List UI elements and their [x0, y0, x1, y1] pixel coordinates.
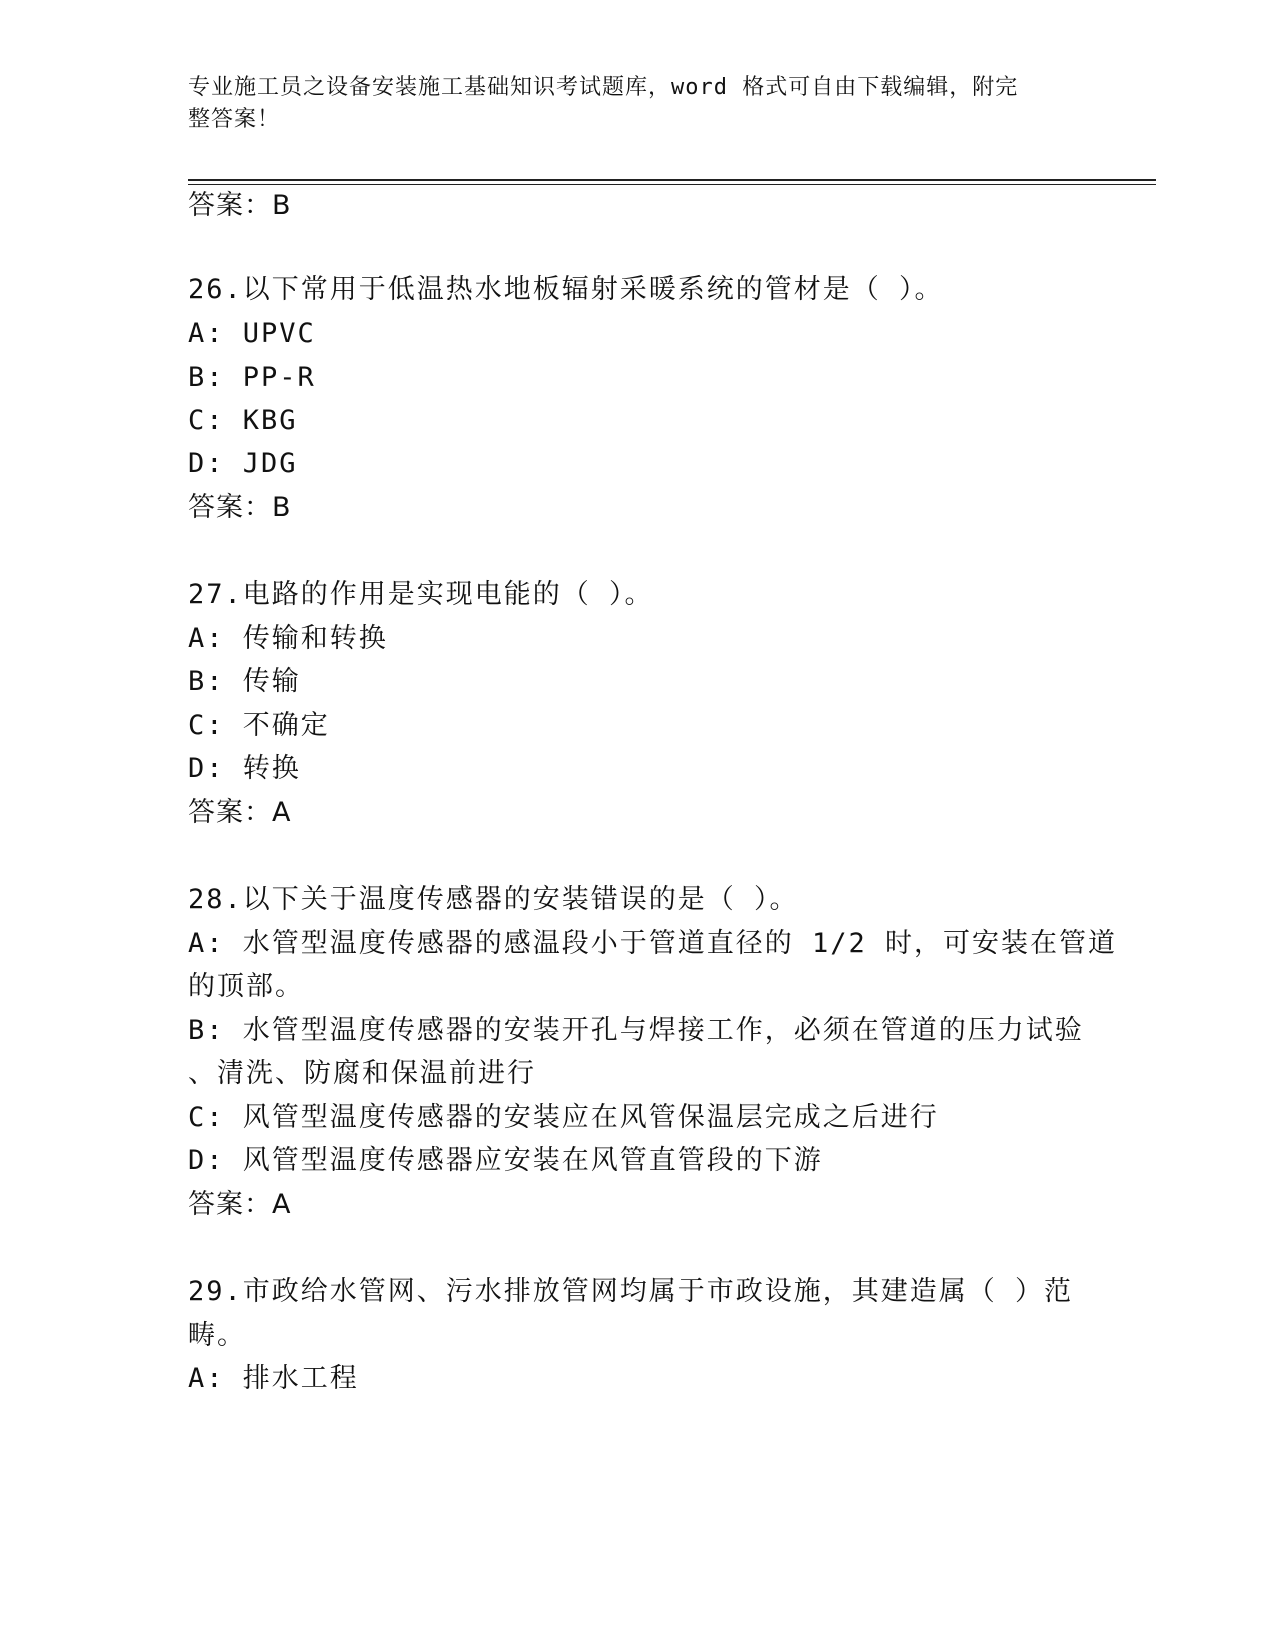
option-b: B: 传输	[188, 666, 301, 697]
header-line-1: 专业施工员之设备安装施工基础知识考试题库，word 格式可自由下载编辑，附完	[188, 75, 1019, 100]
answer: 答案：A	[188, 1189, 292, 1220]
option-c: C: 不确定	[188, 710, 330, 741]
option-a: A: 排水工程	[188, 1363, 359, 1394]
question-stem: 27.电路的作用是实现电能的（ ）。	[188, 579, 654, 610]
option-a: A: UPVC	[188, 318, 316, 349]
option-d: D: 转换	[188, 753, 301, 784]
option-a: A: 传输和转换	[188, 623, 388, 654]
question-stem: 26.以下常用于低温热水地板辐射采暖系统的管材是（ ）。	[188, 274, 944, 305]
header-divider-thick	[188, 179, 1156, 181]
header-divider-thin	[188, 184, 1156, 185]
option-a-continued: 的顶部。	[188, 971, 304, 1002]
option-c: C: 风管型温度传感器的安装应在风管保温层完成之后进行	[188, 1102, 939, 1133]
answer: 答案：A	[188, 797, 292, 828]
question-stem: 28.以下关于温度传感器的安装错误的是（ ）。	[188, 884, 799, 915]
option-c: C: KBG	[188, 405, 298, 436]
document-header	[188, 72, 1088, 136]
question-stem-continued: 畴。	[188, 1320, 246, 1351]
previous-answer: 答案：B	[188, 190, 292, 221]
option-a: A: 水管型温度传感器的感温段小于管道直径的 1/2 时，可安装在管道	[188, 928, 1118, 959]
option-b-continued: 、清洗、防腐和保温前进行	[188, 1058, 536, 1089]
option-d: D: JDG	[188, 448, 298, 479]
option-b: B: 水管型温度传感器的安装开孔与焊接工作，必须在管道的压力试验	[188, 1015, 1084, 1046]
question-stem: 29.市政给水管网、污水排放管网均属于市政设施，其建造属（ ）范	[188, 1276, 1074, 1307]
header-line-2: 整答案！	[188, 107, 281, 132]
option-b: B: PP-R	[188, 362, 316, 393]
answer: 答案：B	[188, 492, 292, 523]
option-d: D: 风管型温度传感器应安装在风管直管段的下游	[188, 1145, 823, 1176]
